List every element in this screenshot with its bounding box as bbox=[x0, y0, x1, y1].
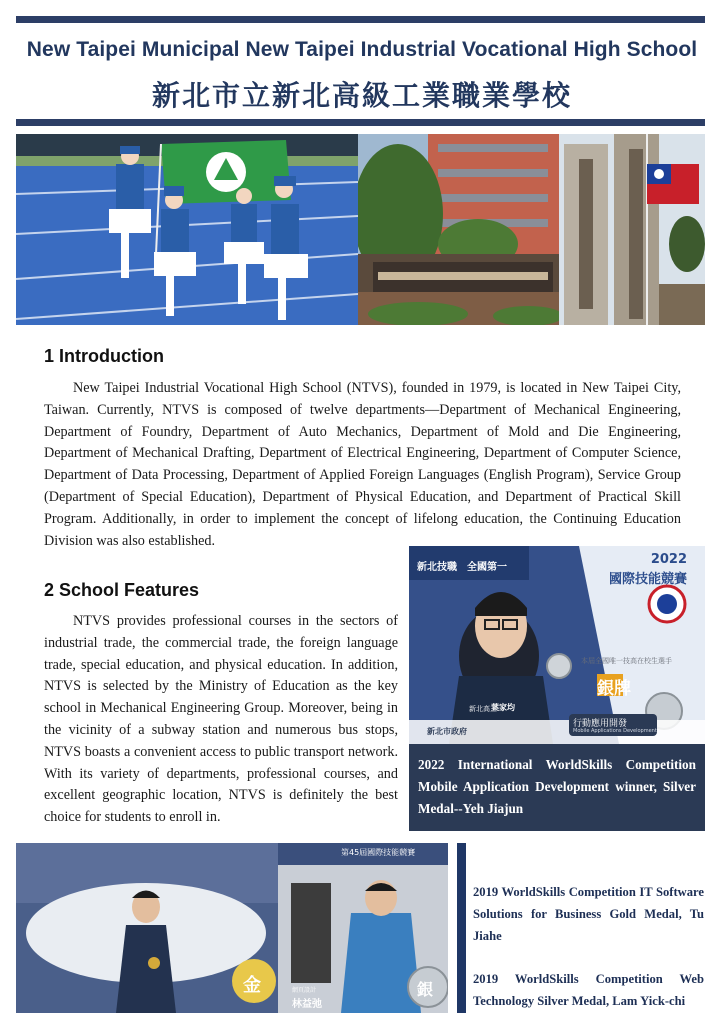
poster-school: 新北高工 bbox=[469, 705, 497, 713]
section-heading-school-features: 2 School Features bbox=[44, 580, 200, 600]
gold-badge: 金 bbox=[243, 975, 261, 996]
caption-2019-silver: 2019 WorldSkills Competition Web Technology Silver Medal, Lam Yick-chi bbox=[473, 972, 704, 1008]
poster-event: 國際技能競賽 bbox=[608, 572, 687, 587]
school-monument-photo bbox=[559, 134, 705, 325]
silver-badge: 銀 bbox=[417, 980, 434, 999]
poster-year: 2022 bbox=[650, 552, 687, 567]
worldskills-2019-photo bbox=[16, 843, 448, 1013]
bottom-rule bbox=[16, 119, 705, 126]
poster-category: 行動應用開發 bbox=[573, 719, 628, 729]
worldskills-2022-poster bbox=[409, 546, 705, 744]
poster-category-en: Mobile Applications Development bbox=[573, 728, 657, 734]
competition-banner: 第45屆國際技能競賽 bbox=[341, 848, 416, 857]
poster-government: 新北市政府 bbox=[427, 727, 467, 736]
parade-photo bbox=[16, 134, 358, 325]
poster-note: 本屆全國唯一技高在校生選手 bbox=[581, 657, 672, 665]
caption-accent-bar bbox=[457, 843, 466, 1013]
caption-2019-gold: 2019 WorldSkills Competition IT Software Solutions for Business Gold Medal, Tu Jiahe bbox=[473, 885, 704, 943]
page-title-english: New Taipei Municipal New Taipei Industrial Vocational High School bbox=[26, 38, 698, 61]
introduction-paragraph: New Taipei Industrial Vocational High School (NTVS), founded in 1979, is located in New Taipei City, Taiwan. Currently, NTVS is composed of twelve departments—Department of Mechanical Engineering, Department of Foundry, Department of Auto Mechanics, Department of Mold and Die Engineering, Department of Mechanical Drafting, Department of Electrical Engineering, Department of Computer Science, Department of Data Processing, Department of Applied Foreign Languages (English Program), Service Group (Department of Special Education), Department of Physical Education, and Department of Practical Skill Program. Additionally, in order to implement the concept of lifelong education, the Continuing Education Division was also established. bbox=[44, 380, 681, 549]
page-title-chinese: 新北市立新北高級工業職業學校 bbox=[151, 79, 572, 112]
school-features-paragraph: NTVS provides professional courses in the sectors of industrial trade, the commercial trade, the foreign language trade, special education, and physical education. In addition, NTVS is selected by the Ministry of Education as the key school in Mechanical Engineering Group. Moreover, being in the vicinity of a subway station and numerous bus stops, NTVS boasts a convenient access to public transport network. With its variety of departments, professional courses, and excellent geographic location, NTVS is definitely the best choice for students to enroll in. bbox=[44, 613, 398, 826]
poster-tag: 新北技職 全國第一 bbox=[417, 562, 507, 573]
caption-2022-worldskills: 2022 International WorldSkills Competition Mobile Application Development winner, Silver Medal--Yeh Jiajun bbox=[409, 744, 705, 831]
competitor-category: 網頁設計 bbox=[292, 987, 317, 994]
top-rule bbox=[16, 16, 705, 23]
school-gate-photo bbox=[358, 134, 559, 325]
section-heading-introduction: 1 Introduction bbox=[44, 346, 164, 366]
competitor-name: 林益弛 bbox=[292, 999, 322, 1010]
poster-name: 葉家均 bbox=[491, 703, 515, 712]
poster-medal: 銀牌 bbox=[597, 679, 631, 699]
